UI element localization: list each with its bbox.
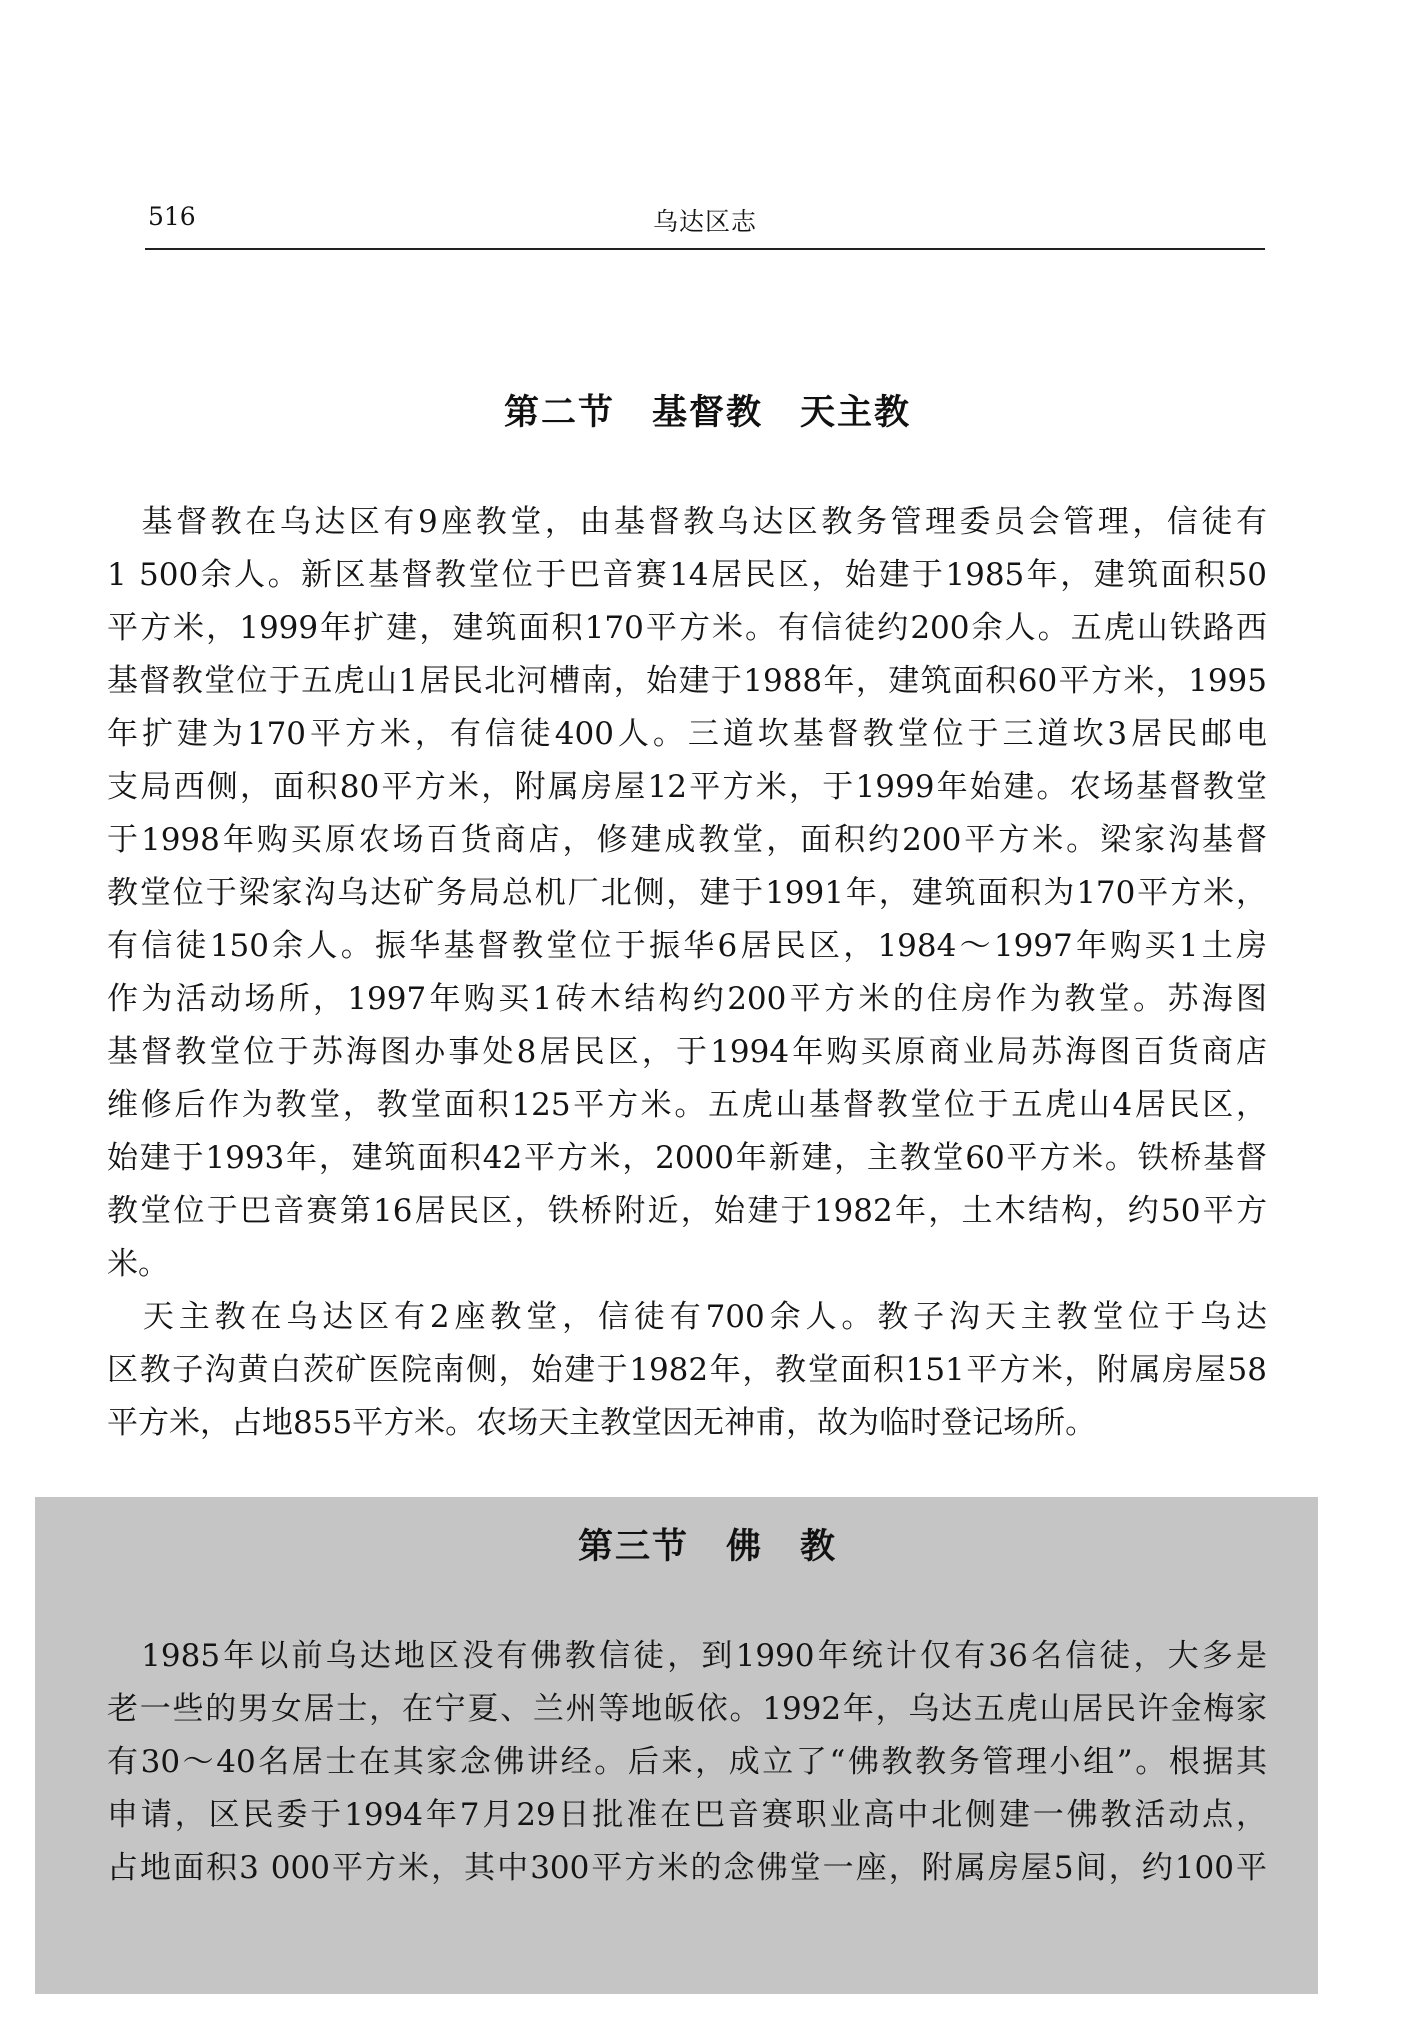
text-line: 基督教堂位于苏海图办事处8居民区，于1994年购买原商业局苏海图百货商店 — [107, 1034, 1267, 1070]
text-line: 基督教在乌达区有9座教堂，由基督教乌达区教务管理委员会管理，信徒有 — [107, 504, 1267, 540]
header-rule — [145, 248, 1265, 250]
text-line: 支局西侧，面积80平方米，附属房屋12平方米，于1999年始建。农场基督教堂 — [107, 769, 1267, 805]
text-line: 1 500余人。新区基督教堂位于巴音赛14居民区，始建于1985年，建筑面积50 — [107, 557, 1267, 593]
text-line: 平方米，1999年扩建，建筑面积170平方米。有信徒约200余人。五虎山铁路西 — [107, 610, 1267, 646]
text-line: 老一些的男女居士，在宁夏、兰州等地皈依。1992年，乌达五虎山居民许金梅家 — [107, 1691, 1267, 1727]
text-line: 教堂位于巴音赛第16居民区，铁桥附近，始建于1982年，土木结构，约50平方 — [107, 1193, 1267, 1229]
page-header — [145, 202, 1265, 250]
text-line: 有30～40名居士在其家念佛讲经。后来，成立了“佛教教务管理小组”。根据其 — [107, 1744, 1267, 1780]
text-line: 基督教堂位于五虎山1居民北河槽南，始建于1988年，建筑面积60平方米，1995 — [107, 663, 1267, 699]
text-line: 教堂位于梁家沟乌达矿务局总机厂北侧，建于1991年，建筑面积为170平方米， — [107, 875, 1267, 911]
text-line: 平方米，占地855平方米。农场天主教堂因无神甫，故为临时登记场所。 — [107, 1405, 1097, 1441]
text-line: 天主教在乌达区有2座教堂，信徒有700余人。教子沟天主教堂位于乌达 — [107, 1299, 1267, 1335]
text-line: 申请，区民委于1994年7月29日批准在巴音赛职业高中北侧建一佛教活动点， — [107, 1797, 1267, 1833]
text-line: 作为活动场所，1997年购买1砖木结构约200平方米的住房作为教堂。苏海图 — [107, 981, 1267, 1017]
text-line: 有信徒150余人。振华基督教堂位于振华6居民区，1984～1997年购买1土房 — [107, 928, 1267, 964]
text-line: 始建于1993年，建筑面积42平方米，2000年新建，主教堂60平方米。铁桥基督 — [107, 1140, 1267, 1176]
text-line: 于1998年购买原农场百货商店，修建成教堂，面积约200平方米。梁家沟基督 — [107, 822, 1267, 858]
book-title: 乌达区志 — [652, 207, 757, 236]
text-line: 年扩建为170平方米，有信徒400人。三道坎基督教堂位于三道坎3居民邮电 — [107, 716, 1267, 752]
text-line: 区教子沟黄白茨矿医院南侧，始建于1982年，教堂面积151平方米，附属房屋58 — [107, 1352, 1267, 1388]
page-number: 516 — [148, 202, 196, 231]
section-title-buddhism: 第三节 佛 教 — [577, 1527, 837, 1567]
section-body-buddhism — [107, 1630, 1267, 1895]
text-line: 1985年以前乌达地区没有佛教信徒，到1990年统计仅有36名信徒，大多是 — [107, 1638, 1267, 1674]
section-title-christianity: 第二节 基督教 天主教 — [503, 393, 911, 433]
section-body-christianity — [107, 496, 1267, 1450]
text-line: 米。 — [107, 1246, 169, 1282]
text-line: 维修后作为教堂，教堂面积125平方米。五虎山基督教堂位于五虎山4居民区， — [107, 1087, 1267, 1123]
text-line: 占地面积3 000平方米，其中300平方米的念佛堂一座，附属房屋5间，约100平 — [107, 1850, 1267, 1886]
